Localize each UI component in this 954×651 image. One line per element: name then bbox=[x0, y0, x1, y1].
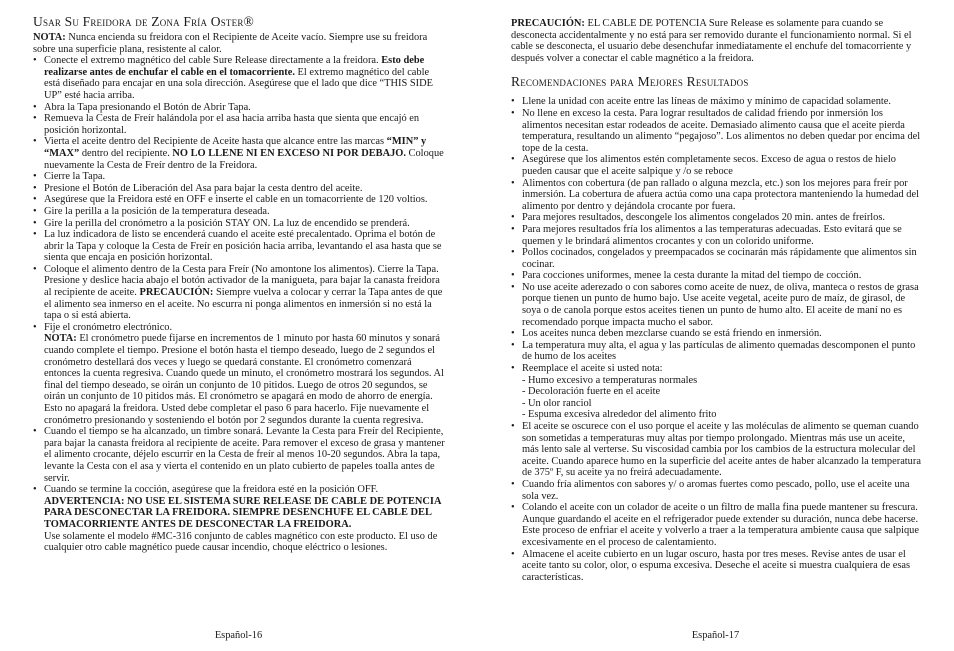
note-label: NOTA: bbox=[33, 32, 66, 43]
list-item: • Para mejores resultados, descongele los alimentos congelados 20 min. antes de freírlos. bbox=[511, 212, 921, 224]
list-item: • Cuando fría alimentos con sabores y/ o aromas fuertes como pescado, pollo, use el aceite una sola vez. bbox=[511, 479, 921, 502]
list-item: • Vierta el aceite dentro del Recipiente de Aceite hasta que alcance entre las marcas “MIN” y “MAX” dentro del recipiente. NO LO LLENE NI EN EXCESO NI POR DEBAJO. Coloque nuevamente la Cesta de Freír dentro de la Freidora. bbox=[33, 136, 445, 171]
list-item: • Reemplace el aceite si usted nota: - Humo excesivo a temperaturas normales - Decoloración fuerte en el aceite - Un olor ranciol - Espuma excesiva alrededor del alimento frito bbox=[511, 363, 921, 421]
instruction-list bbox=[33, 55, 445, 554]
sub-item: - Espuma excesiva alrededor del alimento frito bbox=[522, 409, 717, 421]
note-paragraph bbox=[33, 32, 445, 55]
list-item: • Presione el Botón de Liberación del Asa para bajar la cesta dentro del aceite. bbox=[33, 183, 445, 195]
list-item: • Alimentos con cobertura (de pan rallado o alguna mezcla, etc.) son los mejores para freír por inmersión. La cobertura de afuera actúa como una capa protectora manteniendo la humedad del alimento por dentro y dejándola crocante por fuera. bbox=[511, 178, 921, 213]
list-item: • Gire la perilla del cronómetro a la posición STAY ON. La luz de encendido se prenderá. bbox=[33, 218, 445, 230]
list-item: • Fije el cronómetro electrónico. NOTA: El cronómetro puede fijarse en incrementos de 1 minuto por hasta 60 minutos y sonará cuando complete el tiempo. Presione el botón hasta el tiempo deseado, luego de 2 segundos el cronómetro destellará dos veces y luego se quedará constante. El cronómetro comenzará entonces la cuenta regresiva. Cuando quede un minuto, el cronómetro mostrará los segundos. Al final del tiempo deseado, se oirán un conjunto de 10 pitidos. Luego de otros 20 segundos, se oirán un conjunto de 10 pitidos más. El cronómetro se apagará en modo de ahorro de energía. Esto no apagará la freidora. Usted debe completar el paso 6 para hacerlo. Fije nuevamente el cronómetro presionando y sosteniendo el botón por 2 segundos durante la cuenta regresiva. bbox=[33, 322, 445, 426]
list-item: • Almacene el aceite cubierto en un lugar oscuro, hasta por tres meses. Revise antes de usar el aceite tanto su color, olor, o espuma excesiva. Deseche el aceite si muestra cualquiera de esas características. bbox=[511, 549, 921, 584]
list-item: • Cierre la Tapa. bbox=[33, 171, 445, 183]
list-item: • La temperatura muy alta, el agua y las partículas de alimento quemadas descomponen el punto de humo de los aceites bbox=[511, 340, 921, 363]
list-item: • No use aceite aderezado o con sabores como aceite de nuez, de oliva, manteca o restos de grasa porque tienen un punto de humo bajo. Use aceite vegetal, aceite puro de maíz, de girasol, de soya o de canola porque estos aceites tienen un punto de humo alto. El aceite de maní no es recomendado porque impacta mucho el sabor. bbox=[511, 282, 921, 328]
list-item: • Coloque el alimento dentro de la Cesta para Freír (No amontone los alimentos). Cierre la Tapa. Presione y deslice hacia abajo el botón activador de la manigueta, para bajar la canasta freidora al recipiente de aceite. PRECAUCIÓN: Siempre vuelva a colocar y cerrar la Tapa antes de que el alimento sea inmerso en el aceite. No escurra ni ponga alimentos en inmersión si no está la tapa o si está abierta. bbox=[33, 264, 445, 322]
list-item: • Cuando se termine la cocción, asegúrese que la freidora esté en la posición OFF. ADVERTENCIA: NO USE EL SISTEMA SURE RELEASE DE CABLE DE POTENCIA PARA DESCONECTAR LA FREIDORA. SIEMPRE DESENCHUFE EL CABLE DEL TOMACORRIENTE ANTES DE DESCONECTAR LA FREIDORA. Use solamente el modelo #MC-316 conjunto de cables magnético con este producto. El uso de cualquier otro cable magnético puede causar incendio, choque eléctrico o lesiones. bbox=[33, 484, 445, 554]
list-item: • Los aceites nunca deben mezclarse cuando se está friendo en inmersión. bbox=[511, 328, 921, 340]
list-item: • Asegúrese que la Freidora esté en OFF e inserte el cable en un tomacorriente de 120 voltios. bbox=[33, 194, 445, 206]
list-item: • El aceite se oscurece con el uso porque el aceite y las moléculas de alimento se queman cuando son sometidas a temperaturas muy altas por tiempo prolongado. Mientras más use un aceite, más lento sale al verterse. Su viscosidad cambia por los cambios de la estructura molecular del aceite. Cuando aparece humo en la superficie del aceite antes de haber alcanzado la temperatura de 375º F, su aceite ya no freirá adecuadamente. bbox=[511, 421, 921, 479]
list-item: • Cuando el tiempo se ha alcanzado, un timbre sonará. Levante la Cesta para Freír del Recipiente, para bajar la canasta freidora al recipiente de aceite. Para remover el exceso de grasa y mantener el alimento crocante, déjelo escurrir en la Cesta de freír al menos 10-20 segundos. Abra la tapa, levante la Cesta con el asa y vierta el contenido en un plato cubierto de papeles toalla antes de servir. bbox=[33, 426, 445, 484]
note-text: Nunca encienda su freidora con el Recipiente de Aceite vacío. Siempre use su freidora sobre una superficie plana, resistente al calor. bbox=[33, 32, 428, 55]
page-number: Español-16 bbox=[214, 630, 263, 641]
right-page bbox=[477, 0, 954, 651]
caution-paragraph bbox=[511, 18, 921, 64]
caution-text: EL CABLE DE POTENCIA Sure Release es solamente para cuando se desconecta accidentalmente y no está para ser removido durante el funcionamiento normal. Si el cable se desconecta, el usuario debe desenchufar inmediatamente el enchufe del tomacorriente y después volver a conectar el cable magnético a la freidora. bbox=[511, 18, 912, 64]
sub-item: - Humo excesivo a temperaturas normales bbox=[522, 374, 698, 386]
caution-label: PRECAUCIÓN: bbox=[511, 18, 585, 29]
sub-item: - Decoloración fuerte en el aceite bbox=[522, 386, 661, 398]
list-item: • Gire la perilla a la posición de la temperatura deseada. bbox=[33, 206, 445, 218]
list-item: • Remueva la Cesta de Freír halándola por el asa hacia arriba hasta que sienta que encajó en posición horizontal. bbox=[33, 113, 445, 136]
replace-sub-list bbox=[522, 375, 921, 421]
list-item: • Colando el aceite con un colador de aceite o un filtro de malla fina puede mantener su frescura. Aunque guardando el aceite en el refrigerador puede extender su duración, nunca debe hacerse. Este proceso de enfriar el aceite y volverlo a traer a la temperatura ambiente causa que salpique excesivamente en el proceso de calentamiento. bbox=[511, 502, 921, 548]
right-column bbox=[511, 18, 921, 583]
list-item: • Conecte el extremo magnético del cable Sure Release directamente a la freidora. Esto debe realizarse antes de enchufar el cable en el tomacorriente. El extremo magnético del cable está diseñado para encajar en una sola dirección. Asegúrese que el lado que dice “THIS SIDE UP” esté hacia arriba. bbox=[33, 55, 445, 101]
list-item: • Para mejores resultados fría los alimentos a las temperaturas adecuadas. Esto evitará que se quemen y le brindará alimentos crocantes y con un colorido uniforme. bbox=[511, 224, 921, 247]
recommendation-list bbox=[511, 96, 921, 583]
page-title: Usar Su Freidora de Zona Fría Oster® bbox=[33, 14, 254, 29]
list-item: • No llene en exceso la cesta. Para lograr resultados de calidad friendo por inmersión los alimentos necesitan estar rodeados de aceite. Demasiado alimento causa que el aceite pierda temperatura, resultando un alimento “pegajoso”. Los alimentos no deben quedar por encima del tope de la cesta. bbox=[511, 108, 921, 154]
page-number: Español-17 bbox=[691, 630, 740, 641]
list-item: • La luz indicadora de listo se encenderá cuando el aceite esté precalentado. Oprima el botón de abrir la Tapa y coloque la Cesta de Freír en posición hacia arriba, levantando el asa hasta que se sienta que encaja en posición horizontal. bbox=[33, 229, 445, 264]
list-item: • Para cocciones uniformes, menee la cesta durante la mitad del tiempo de cocción. bbox=[511, 270, 921, 282]
left-column bbox=[33, 14, 445, 554]
sub-item: - Un olor ranciol bbox=[522, 397, 592, 409]
list-item: • Pollos cocinados, congelados y preempacados se cocinarán más rápidamente que alimentos sin cocinar. bbox=[511, 247, 921, 270]
list-item: • Llene la unidad con aceite entre las líneas de máximo y mínimo de capacidad solamente. bbox=[511, 96, 921, 108]
list-item: • Abra la Tapa presionando el Botón de Abrir Tapa. bbox=[33, 102, 445, 114]
section-title: Recomendaciones para Mejores Resultados bbox=[511, 74, 749, 90]
list-item: • Asegúrese que los alimentos estén completamente secos. Exceso de agua o restos de hielo pueden causar que el aceite salpique y /o se reboce bbox=[511, 154, 921, 177]
